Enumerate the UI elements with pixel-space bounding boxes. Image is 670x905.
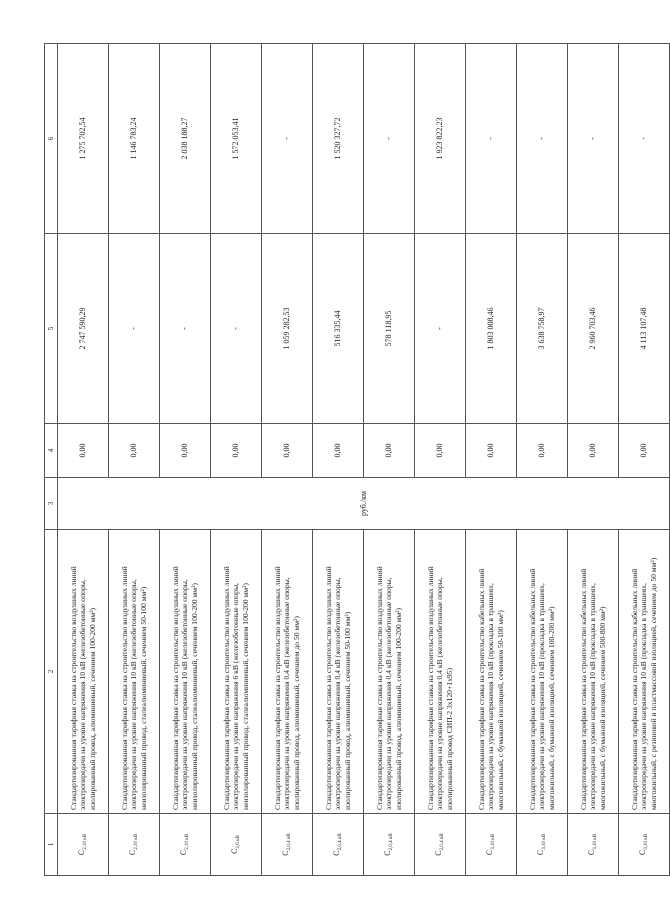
col6-value: -	[262, 44, 313, 234]
table-row	[160, 44, 211, 876]
rate-description: Стандартизированная тарифная ставка на строительство воздушных линий электропередачи на уровне напряжения 0,4 кВ (железобетонные опоры, изолированный провод, алюминиевый, сечением до 50 мм²)	[262, 530, 313, 814]
col5-value: 1 059 282,53	[262, 234, 313, 424]
rate-description: Стандартизированная тарифная ставка на строительство кабельных линий электропередачи на уровне напряжения 10 кВ (прокладка в траншеях, многожильный, с резиновой и пластмассовой изоляцией, сечением до 50 мм²)	[619, 530, 670, 814]
col4-value: 0,00	[160, 424, 211, 478]
col5-value: 1 803 008,46	[466, 234, 517, 424]
col5-value: 516 335,44	[313, 234, 364, 424]
tariff-table	[44, 43, 670, 876]
header-cell: 6	[45, 44, 58, 234]
col6-value: -	[364, 44, 415, 234]
table-row	[568, 44, 619, 876]
col6-value: -	[619, 44, 670, 234]
col5-value: 2 747 590,29	[58, 234, 109, 424]
header-cell: 3	[45, 478, 58, 530]
rate-description: Стандартизированная тарифная ставка на строительство воздушных линий электропередачи на уровне напряжения 6 кВ (железобетонные опоры, неизолированный провод, сталеалюминиевый, сечением 100-200 мм²)	[211, 530, 262, 814]
col4-value: 0,00	[58, 424, 109, 478]
rate-code: $C_{2,0,4 кВ}$	[313, 814, 364, 876]
table-row	[262, 44, 313, 876]
col4-value: 0,00	[466, 424, 517, 478]
rate-description: Стандартизированная тарифная ставка на строительство воздушных линий электропередачи на уровне напряжения 0,4 кВ (железобетонные опоры, изолированный провод, алюминиевый, сечением 100-200 мм²)	[364, 530, 415, 814]
rate-code: $C_{3,10 кВ}$	[619, 814, 670, 876]
rate-description: Стандартизированная тарифная ставка на строительство воздушных линий электропередачи на уровне напряжения 10 кВ (железобетонные опоры, неизолированный провод, сталеалюминиевый, сечением 100-200 мм²)	[160, 530, 211, 814]
table-row	[466, 44, 517, 876]
rate-code: $C_{3,10 кВ}$	[466, 814, 517, 876]
col4-value: 0,00	[211, 424, 262, 478]
rate-code: $C_{2,10 кВ}$	[160, 814, 211, 876]
rate-description: Стандартизированная тарифная ставка на строительство воздушных линий электропередачи на уровне напряжения 10 кВ (железобетонные опоры, изолированный провод, алюминиевый, сечением 100-200 мм²)	[58, 530, 109, 814]
rate-code: $C_{3,10 кВ}$	[517, 814, 568, 876]
col6-value: 1 146 783,24	[109, 44, 160, 234]
col6-value: 1 923 822,23	[415, 44, 466, 234]
rate-description: Стандартизированная тарифная ставка на строительство кабельных линий электропередачи на уровне напряжения 10 кВ (прокладка в траншеях, многожильный, с бумажной изоляцией, сечением 100-200 мм²)	[517, 530, 568, 814]
header-cell: 5	[45, 234, 58, 424]
table-row	[415, 44, 466, 876]
col5-value: 3 638 758,97	[517, 234, 568, 424]
header-row	[45, 44, 58, 876]
table-row	[619, 44, 670, 876]
table-row	[313, 44, 364, 876]
rate-description: Стандартизированная тарифная ставка на строительство кабельных линий электропередачи на уровне напряжения 10 кВ (прокладка в траншеях, многожильный, с бумажной изоляцией, сечением 500-800 мм²)	[568, 530, 619, 814]
rate-code: $C_{2,10 кВ}$	[58, 814, 109, 876]
col5-value: -	[160, 234, 211, 424]
rate-description: Стандартизированная тарифная ставка на строительство воздушных линий электропередачи на уровне напряжения 0,4 кВ (железобетонные опоры, изолированный провод, алюминиевый, сечением 50-100 мм²)	[313, 530, 364, 814]
col6-value: 1 572 053,41	[211, 44, 262, 234]
rate-description: Стандартизированная тарифная ставка на строительство воздушных линий электропередачи на уровне напряжения 10 кВ (железобетонные опоры, неизолированный провод, сталеалюминиевый, сечением 50-100 мм²)	[109, 530, 160, 814]
table-row	[109, 44, 160, 876]
col5-value: 4 113 107,48	[619, 234, 670, 424]
rate-code: $C_{2,0,4 кВ}$	[364, 814, 415, 876]
col6-value: -	[568, 44, 619, 234]
rate-code: $C_{2,6 кВ}$	[211, 814, 262, 876]
rate-code: $C_{3,10 кВ}$	[568, 814, 619, 876]
col5-value: 2 960 703,46	[568, 234, 619, 424]
col4-value: 0,00	[568, 424, 619, 478]
col4-value: 0,00	[262, 424, 313, 478]
rate-description: Стандартизированная тарифная ставка на строительство воздушных линий электропередачи на уровне напряжения 0,4 кВ (железобетонные опоры, изолированный провод СИП-2 3х120+1х95)	[415, 530, 466, 814]
col4-value: 0,00	[415, 424, 466, 478]
table-row	[58, 44, 109, 876]
col6-value: 1 520 327,72	[313, 44, 364, 234]
col4-value: 0,00	[313, 424, 364, 478]
header-cell: 2	[45, 530, 58, 814]
col4-value: 0,00	[109, 424, 160, 478]
col6-value: 1 275 702,54	[58, 44, 109, 234]
col6-value: 2 038 188,27	[160, 44, 211, 234]
rate-description: Стандартизированная тарифная ставка на строительство кабельных линий электропередачи на уровне напряжения 10 кВ (прокладка в траншеях, многожильный, с бумажной изоляцией, сечением 50-100 мм²)	[466, 530, 517, 814]
rate-code: $C_{2,0,4 кВ}$	[262, 814, 313, 876]
col5-value: -	[415, 234, 466, 424]
col5-value: 578 118,95	[364, 234, 415, 424]
col6-value: -	[517, 44, 568, 234]
col4-value: 0,00	[619, 424, 670, 478]
table-row	[211, 44, 262, 876]
header-cell: 4	[45, 424, 58, 478]
rate-code: $C_{2,10 кВ}$	[109, 814, 160, 876]
col4-value: 0,00	[517, 424, 568, 478]
rotated-document-page	[44, 44, 658, 876]
unit-cell: руб./км	[58, 478, 670, 530]
col4-value: 0,00	[364, 424, 415, 478]
col5-value: -	[109, 234, 160, 424]
rate-code: $C_{2,0,4 кВ}$	[415, 814, 466, 876]
table-row	[364, 44, 415, 876]
col5-value: -	[211, 234, 262, 424]
table-row	[517, 44, 568, 876]
col6-value: -	[466, 44, 517, 234]
header-cell: 1	[45, 814, 58, 876]
